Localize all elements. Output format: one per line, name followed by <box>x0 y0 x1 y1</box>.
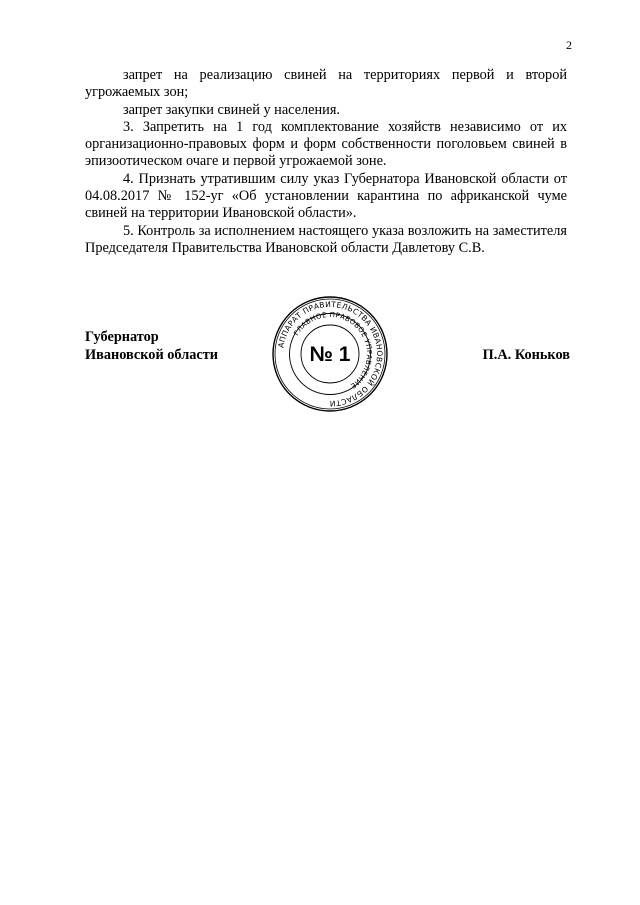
signatory-name: П.А. Коньков <box>482 346 570 363</box>
signatory-title-line2: Ивановской области <box>85 346 218 363</box>
paragraph-purchase-ban: запрет закупки свиней у населения. <box>123 101 340 118</box>
signatory-title <box>85 329 218 364</box>
paragraph-item-3: 3. Запретить на 1 год комплектование хозяйств независимо от их организационно-правовых форм и форм собственности поголовьем свиней в эпизоотическом очаге и первой угрожаемой зоне. <box>85 118 567 170</box>
page-number: 2 <box>566 38 572 52</box>
stamp-outer-text: АППАРАТ ПРАВИТЕЛЬСТВА ИВАНОВСКОЙ ОБЛАСТИ <box>276 299 385 409</box>
paragraph-item-4: 4. Признать утратившим силу указ Губернатора Ивановской области от 04.08.2017 № 152-уг «Об установлении карантина по африканской чуме свиней на территории Ивановской области». <box>85 170 567 222</box>
stamp-number: № 1 <box>309 343 351 366</box>
signatory-title-line1: Губернатор <box>85 329 159 345</box>
stamp-seal-icon <box>270 294 390 414</box>
paragraph-sales-ban: запрет на реализацию свиней на территориях первой и второй угрожаемых зон; <box>85 67 567 101</box>
official-stamp <box>270 294 390 414</box>
paragraph-item-5: 5. Контроль за исполнением настоящего указа возложить на заместителя Председателя Правительства Ивановской области Давлетову С.В. <box>85 222 567 256</box>
stamp-inner-text: ГЛАВНОЕ ПРАВОВОЕ УПРАВЛЕНИЕ <box>292 310 374 391</box>
document-body <box>85 67 567 257</box>
